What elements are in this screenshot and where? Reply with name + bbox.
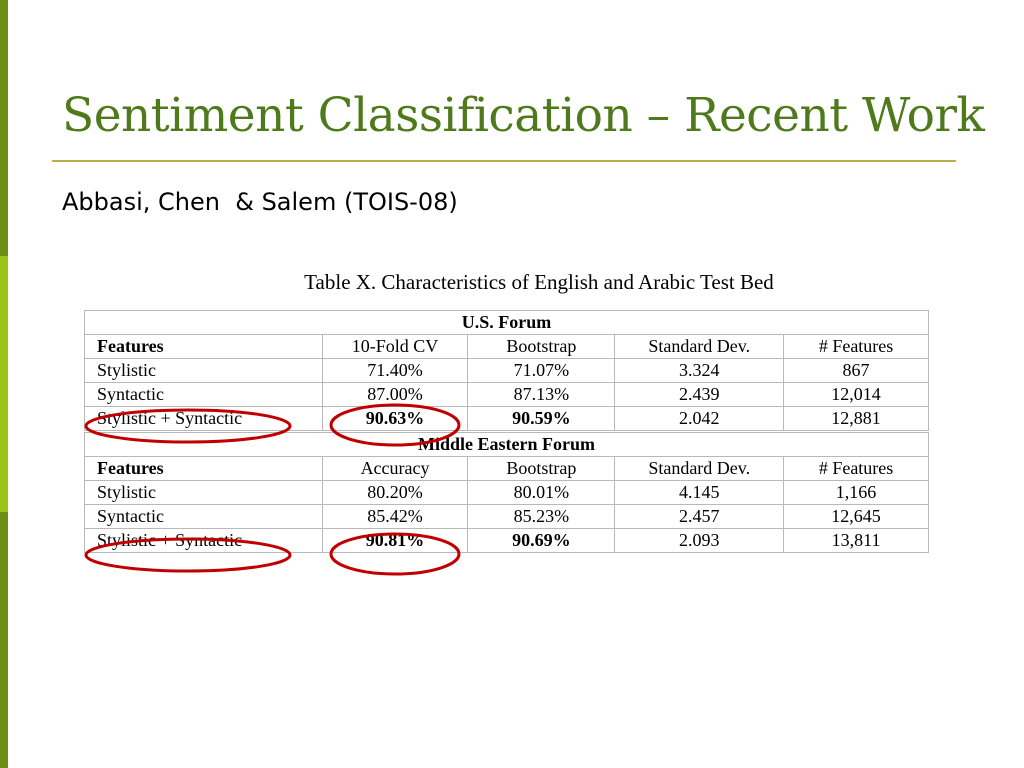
table-cell: 4.145: [615, 481, 784, 505]
column-header: Bootstrap: [468, 457, 615, 481]
table-cell: Syntactic: [85, 505, 323, 529]
table-cell: 85.23%: [468, 505, 615, 529]
column-header: Accuracy: [322, 457, 468, 481]
table-cell: Stylistic + Syntactic: [85, 407, 323, 432]
table-cell: 1,166: [784, 481, 929, 505]
table-cell: 71.40%: [322, 359, 468, 383]
table-cell: 80.01%: [468, 481, 615, 505]
table-row: [85, 359, 929, 383]
table-cell: 12,014: [784, 383, 929, 407]
table-cell: 90.59%: [468, 407, 615, 432]
column-header: Features: [85, 457, 323, 481]
column-header: # Features: [784, 335, 929, 359]
table-cell: 90.81%: [322, 529, 468, 553]
table-row-highlighted: [85, 407, 929, 432]
header-row: [85, 335, 929, 359]
accent-bar-top: [0, 0, 8, 256]
table-cell: Syntactic: [85, 383, 323, 407]
accent-bar-bottom: [0, 512, 8, 768]
table-cell: 12,881: [784, 407, 929, 432]
table-cell: 12,645: [784, 505, 929, 529]
table-cell: 90.69%: [468, 529, 615, 553]
title-divider: [52, 160, 956, 162]
table-cell: 2.457: [615, 505, 784, 529]
table-row: [85, 383, 929, 407]
table-cell: 2.093: [615, 529, 784, 553]
table-cell: Stylistic + Syntactic: [85, 529, 323, 553]
table-cell: 71.07%: [468, 359, 615, 383]
table-cell: 90.63%: [322, 407, 468, 432]
table-cell: 2.439: [615, 383, 784, 407]
slide-subtitle: Abbasi, Chen & Salem (TOIS-08): [62, 188, 458, 216]
table-caption: Table X. Characteristics of English and Arabic Test Bed: [304, 270, 774, 294]
column-header: Bootstrap: [468, 335, 615, 359]
table-cell: 87.13%: [468, 383, 615, 407]
table-row-highlighted: [85, 529, 929, 553]
section-title-row: [85, 311, 929, 335]
section-title-row: [85, 432, 929, 457]
table-cell: 85.42%: [322, 505, 468, 529]
table-cell: Stylistic: [85, 359, 323, 383]
section-title: Middle Eastern Forum: [85, 432, 929, 457]
slide-title: Sentiment Classification – Recent Work: [62, 88, 985, 143]
table-row: [85, 481, 929, 505]
table-cell: Stylistic: [85, 481, 323, 505]
table-cell: 80.20%: [322, 481, 468, 505]
column-header: Standard Dev.: [615, 335, 784, 359]
section-title: U.S. Forum: [85, 311, 929, 335]
table-cell: 87.00%: [322, 383, 468, 407]
header-row: [85, 457, 929, 481]
column-header: Standard Dev.: [615, 457, 784, 481]
table-cell: 2.042: [615, 407, 784, 432]
column-header: 10-Fold CV: [322, 335, 468, 359]
table-cell: 867: [784, 359, 929, 383]
column-header: # Features: [784, 457, 929, 481]
table-cell: 13,811: [784, 529, 929, 553]
column-header: Features: [85, 335, 323, 359]
table-cell: 3.324: [615, 359, 784, 383]
results-table: [84, 310, 929, 553]
table-row: [85, 505, 929, 529]
